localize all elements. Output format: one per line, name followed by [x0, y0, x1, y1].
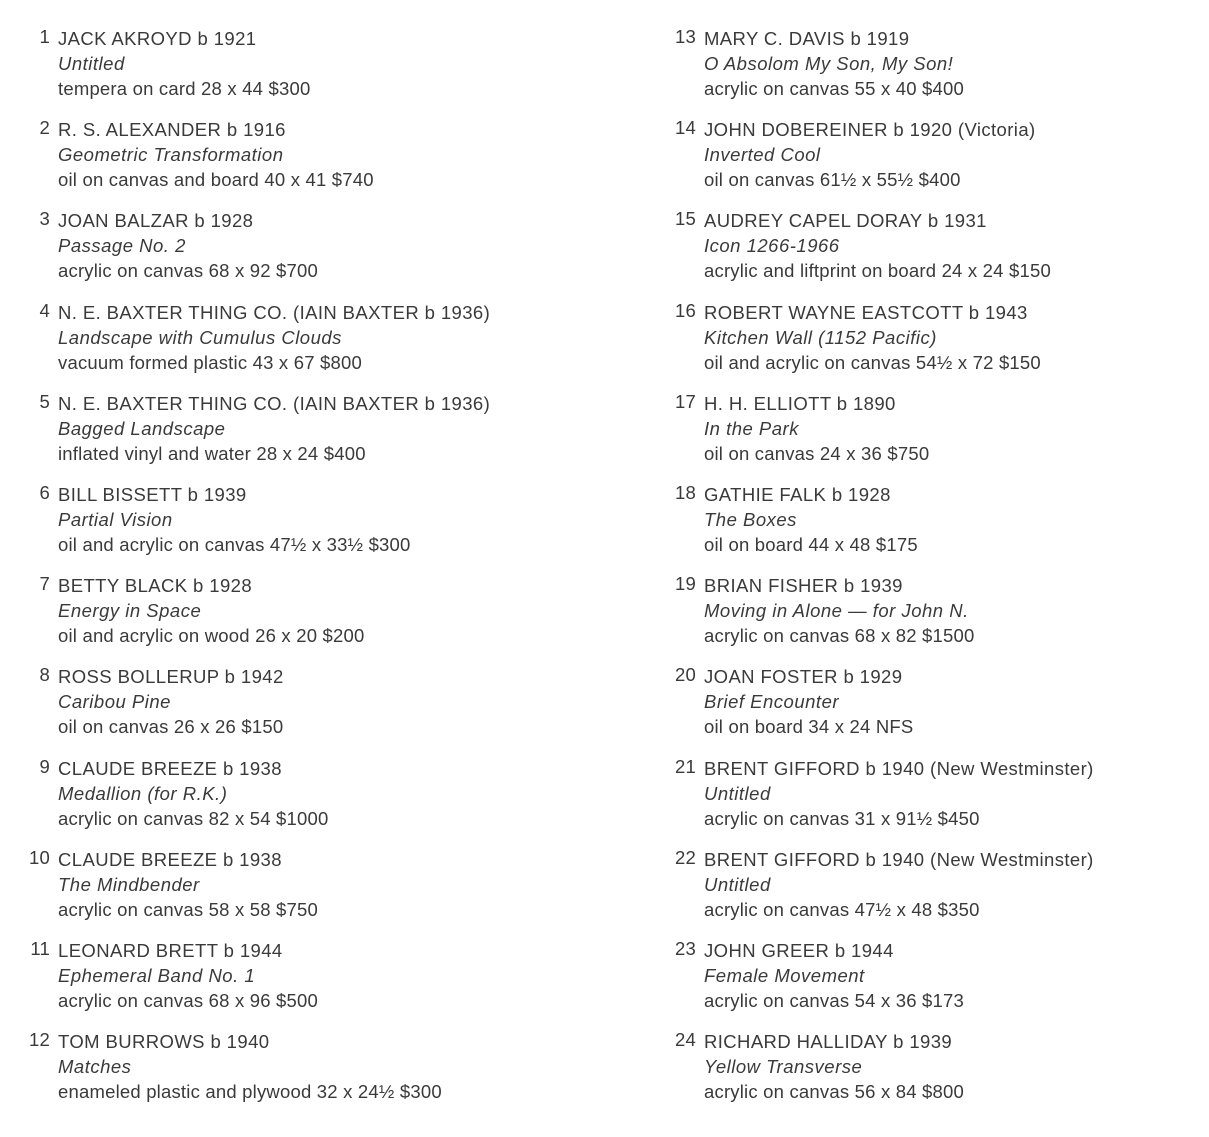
catalogue-entry — [672, 482, 1202, 573]
catalogue-entry — [672, 1029, 1202, 1120]
catalogue-entry — [672, 117, 1202, 208]
artwork-title: Brief Encounter — [704, 691, 840, 713]
entry-number: 19 — [675, 573, 696, 595]
entry-text — [58, 1029, 442, 1104]
artwork-title: Yellow Transverse — [704, 1056, 863, 1078]
artwork-title: Untitled — [704, 873, 771, 895]
artwork-title: Energy in Space — [58, 600, 202, 622]
artist-name: JOHN DOBEREINER b 1920 (Victoria) — [704, 119, 1036, 141]
entry-text — [58, 482, 411, 557]
artist-name: JACK AKROYD b 1921 — [58, 28, 257, 49]
entry-number: 7 — [39, 573, 50, 595]
catalogue-entry — [26, 1029, 586, 1120]
entry-number: 11 — [30, 937, 50, 959]
entry-text — [704, 117, 1036, 192]
catalogue-entry — [26, 938, 586, 1029]
entry-text — [58, 208, 318, 283]
artwork-title: O Absolom My Son, My Son! — [704, 53, 954, 74]
artist-name: N. E. BAXTER THING CO. (IAIN BAXTER b 1936) — [58, 301, 491, 323]
catalogue-entry — [26, 117, 586, 208]
artist-name: CLAUDE BREEZE b 1938 — [58, 757, 282, 779]
artist-name: BILL BISSETT b 1939 — [58, 483, 247, 505]
artist-name: JOHN GREER b 1944 — [704, 939, 894, 961]
artist-name: ROBERT WAYNE EASTCOTT b 1943 — [704, 301, 1028, 323]
artist-name: LEONARD BRETT b 1944 — [58, 939, 283, 961]
artwork-title: Untitled — [704, 782, 771, 804]
artwork-details: oil on canvas 24 x 36 $750 — [704, 442, 930, 464]
artwork-title: Moving in Alone — for John N. — [704, 600, 969, 622]
artwork-title: Matches — [58, 1056, 132, 1078]
artist-name: H. H. ELLIOTT b 1890 — [704, 392, 896, 414]
artwork-details: acrylic on canvas 58 x 58 $750 — [58, 898, 319, 920]
catalogue-entry — [26, 482, 586, 573]
entry-text — [58, 391, 490, 466]
entry-number: 20 — [675, 664, 696, 686]
catalogue-entry — [26, 391, 586, 482]
entry-text — [58, 26, 310, 101]
artwork-details: acrylic on canvas 47½ x 48 $350 — [704, 898, 980, 920]
entry-text — [58, 938, 318, 1013]
artwork-title: Untitled — [58, 53, 125, 74]
catalogue-entry — [672, 208, 1202, 299]
entry-text — [704, 482, 918, 557]
catalogue-entry — [672, 573, 1202, 664]
entry-number: 1 — [39, 26, 50, 47]
catalogue-entry — [672, 26, 1202, 117]
entry-number: 8 — [39, 664, 50, 686]
entry-text — [704, 300, 1041, 375]
artwork-title: Female Movement — [704, 964, 865, 986]
artwork-title: Landscape with Cumulus Clouds — [58, 326, 342, 348]
artist-name: GATHIE FALK b 1928 — [704, 483, 891, 505]
catalogue-entry — [672, 756, 1202, 847]
entry-number: 22 — [675, 846, 696, 868]
entry-text — [704, 756, 1094, 831]
catalogue-entry — [26, 208, 586, 299]
entry-text — [704, 26, 964, 101]
artwork-details: acrylic on canvas 31 x 91½ $450 — [704, 807, 980, 829]
catalogue-entry — [672, 938, 1202, 1029]
artwork-details: acrylic on canvas 56 x 84 $800 — [704, 1081, 965, 1103]
artwork-details: tempera on card 28 x 44 $300 — [58, 78, 311, 99]
artist-name: RICHARD HALLIDAY b 1939 — [704, 1031, 953, 1053]
artwork-title: The Boxes — [704, 508, 797, 530]
artist-name: ROSS BOLLERUP b 1942 — [58, 666, 284, 688]
entry-number: 3 — [39, 208, 50, 230]
entry-number: 21 — [675, 755, 696, 777]
artwork-details: oil on canvas 61½ x 55½ $400 — [704, 169, 961, 191]
artwork-details: oil on canvas and board 40 x 41 $740 — [58, 169, 374, 191]
artwork-title: In the Park — [704, 417, 799, 439]
catalogue-entry — [672, 664, 1202, 755]
entry-number: 10 — [29, 846, 50, 868]
entry-number: 5 — [39, 390, 50, 412]
entry-text — [58, 300, 490, 375]
artwork-title: Passage No. 2 — [58, 235, 186, 257]
entry-number: 18 — [675, 481, 696, 503]
catalogue-column-left — [26, 26, 586, 1120]
artwork-details: oil on canvas 26 x 26 $150 — [58, 716, 284, 738]
artist-name: BRENT GIFFORD b 1940 (New Westminster) — [704, 848, 1094, 870]
entry-text — [704, 938, 964, 1013]
entry-text — [58, 117, 374, 192]
artist-name: AUDREY CAPEL DORAY b 1931 — [704, 210, 987, 232]
artwork-title: Ephemeral Band No. 1 — [58, 964, 256, 986]
artwork-title: Medallion (for R.K.) — [58, 782, 228, 804]
artwork-details: acrylic and liftprint on board 24 x 24 $150 — [704, 260, 1051, 282]
artwork-title: Inverted Cool — [704, 144, 821, 166]
artwork-details: vacuum formed plastic 43 x 67 $800 — [58, 351, 362, 373]
entry-number: 13 — [675, 26, 696, 47]
entry-text — [704, 847, 1094, 922]
entry-number: 15 — [675, 208, 696, 230]
artwork-title: The Mindbender — [58, 873, 200, 895]
artist-name: BRENT GIFFORD b 1940 (New Westminster) — [704, 757, 1094, 779]
entry-number: 16 — [675, 299, 696, 321]
artwork-details: oil on board 34 x 24 NFS — [704, 716, 914, 738]
artist-name: R. S. ALEXANDER b 1916 — [58, 119, 286, 141]
catalogue-entry — [26, 26, 586, 117]
entry-text — [58, 573, 364, 648]
entry-number: 14 — [675, 117, 696, 139]
entry-number: 24 — [675, 1029, 696, 1051]
artwork-details: oil on board 44 x 48 $175 — [704, 533, 918, 555]
entry-text — [704, 573, 975, 648]
catalogue-entry — [672, 391, 1202, 482]
entry-text — [704, 391, 929, 466]
artwork-details: inflated vinyl and water 28 x 24 $400 — [58, 442, 366, 464]
entry-number: 6 — [39, 481, 50, 503]
entry-text — [704, 208, 1051, 283]
artwork-details: acrylic on canvas 55 x 40 $400 — [704, 78, 965, 99]
entry-number: 12 — [29, 1029, 50, 1051]
artist-name: TOM BURROWS b 1940 — [58, 1031, 270, 1053]
entry-text — [58, 664, 284, 739]
artwork-details: enameled plastic and plywood 32 x 24½ $300 — [58, 1081, 442, 1103]
artwork-title: Geometric Transformation — [58, 144, 284, 166]
artwork-title: Kitchen Wall (1152 Pacific) — [704, 326, 937, 348]
artist-name: JOAN BALZAR b 1928 — [58, 210, 254, 232]
artwork-details: oil and acrylic on canvas 47½ x 33½ $300 — [58, 533, 411, 555]
artist-name: CLAUDE BREEZE b 1938 — [58, 848, 282, 870]
catalogue-entry — [672, 847, 1202, 938]
artwork-details: acrylic on canvas 68 x 96 $500 — [58, 989, 319, 1011]
entry-text — [58, 847, 318, 922]
entry-number: 9 — [39, 755, 50, 777]
artwork-details: oil and acrylic on canvas 54½ x 72 $150 — [704, 351, 1041, 373]
artist-name: N. E. BAXTER THING CO. (IAIN BAXTER b 1936) — [58, 392, 491, 414]
entry-text — [704, 1029, 964, 1104]
catalogue-entry — [26, 756, 586, 847]
entry-text — [58, 756, 329, 831]
entry-text — [704, 664, 913, 739]
catalogue-column-right — [672, 26, 1202, 1120]
catalogue-entry — [26, 664, 586, 755]
artist-name: MARY C. DAVIS b 1919 — [704, 28, 910, 49]
artwork-details: acrylic on canvas 68 x 82 $1500 — [704, 625, 975, 647]
catalogue-entry — [26, 847, 586, 938]
entry-number: 2 — [39, 117, 50, 139]
artist-name: BRIAN FISHER b 1939 — [704, 575, 903, 597]
artwork-details: acrylic on canvas 54 x 36 $173 — [704, 989, 965, 1011]
artwork-title: Bagged Landscape — [58, 417, 226, 439]
entry-number: 23 — [675, 937, 696, 959]
catalogue-entry — [672, 300, 1202, 391]
artwork-title: Partial Vision — [58, 508, 173, 530]
artwork-details: oil and acrylic on wood 26 x 20 $200 — [58, 625, 365, 647]
catalogue-entry — [26, 573, 586, 664]
artwork-title: Icon 1266-1966 — [704, 235, 840, 257]
entry-number: 4 — [39, 299, 50, 321]
artwork-details: acrylic on canvas 68 x 92 $700 — [58, 260, 319, 282]
artwork-details: acrylic on canvas 82 x 54 $1000 — [58, 807, 329, 829]
artist-name: JOAN FOSTER b 1929 — [704, 666, 903, 688]
artist-name: BETTY BLACK b 1928 — [58, 575, 253, 597]
catalogue-entry — [26, 300, 586, 391]
artwork-title: Caribou Pine — [58, 691, 171, 713]
entry-number: 17 — [675, 390, 696, 412]
